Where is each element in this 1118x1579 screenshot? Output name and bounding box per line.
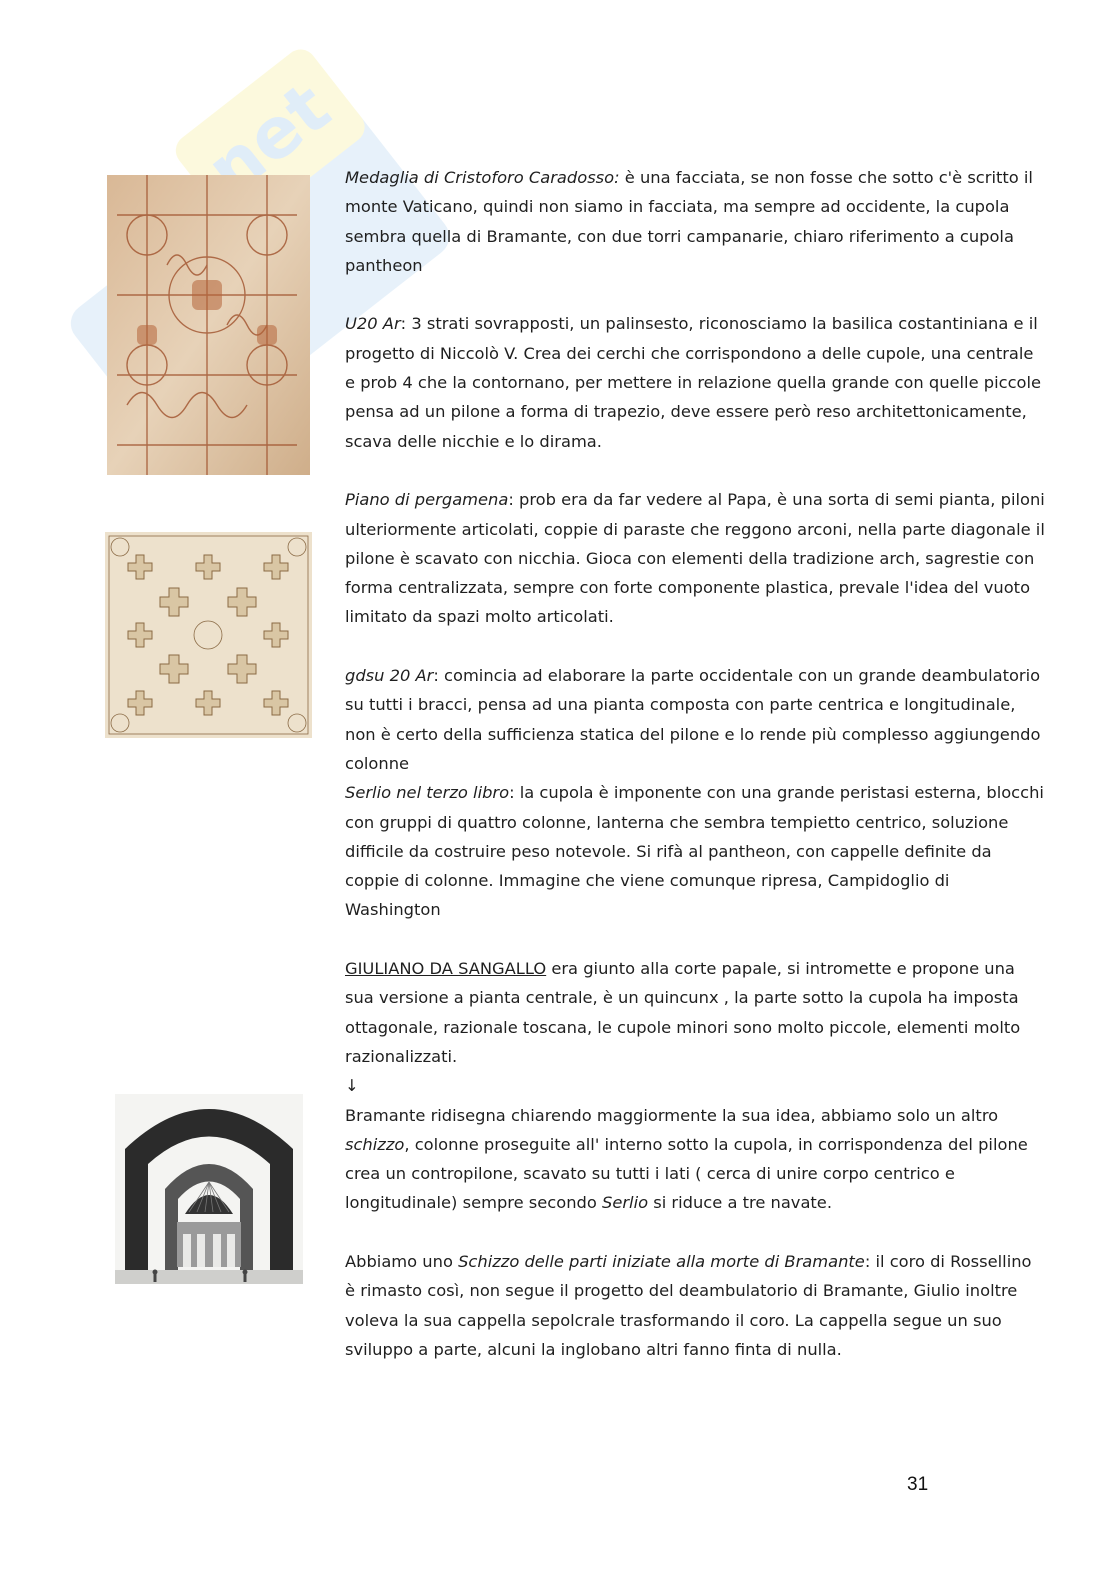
paragraph-serlio <box>345 778 1045 924</box>
main-text-column <box>345 163 1045 1364</box>
page-number: 31 <box>907 1474 929 1495</box>
label-pergamena: Piano di pergamena <box>345 490 509 510</box>
text-gdsu: : comincia ad elaborare la parte occidentale con un grande deambulatorio su tutti i bracci, pensa ad una pianta composta con parte centrica e longitudinale, non è certo della sufficienza statica del pilone e lo rende più complesso aggiungendo colonne <box>345 666 1041 773</box>
text-serlio: : la cupola è imponente con una grande peristasi esterna, blocchi con gruppi di quattro colonne, lanterna che sembra tempietto centrico, soluzione difficile da costruire peso notevole. Si rifà al pantheon, con cappelle definite da coppie di colonne. Immagine che viene comunque ripresa, Campidoglio di Washington <box>345 783 1044 920</box>
label-gdsu: gdsu 20 Ar <box>345 666 434 686</box>
label-caradosso: Medaglia di Cristoforo Caradosso: <box>345 168 620 187</box>
arrow-down: ↓ <box>345 1076 359 1096</box>
parchment-plan-image <box>105 532 312 738</box>
label-schizzo: schizzo <box>345 1134 405 1154</box>
paragraph-schizzo-morte <box>345 1247 1045 1364</box>
text-schizzo-a: Abbiamo uno <box>345 1251 459 1271</box>
figure-basilica-sketch <box>107 175 310 475</box>
text-bramante-a: Bramante ridisegna chiarendo maggiormente la sua idea, abbiamo solo un altro <box>345 1105 999 1125</box>
text-sangallo: era giunto alla corte papale, si intromette e propone una sua versione a pianta centrale, è un quincunx , la parte sotto la cupola ha imposta ottagonale, razionale toscana, le cupole minori sono molto piccole, elementi molto razionalizzati. <box>345 959 1021 1066</box>
paragraph-sangallo <box>345 954 1045 1071</box>
text-schizzo-b: : il coro di Rossellino è rimasto così, non segue il progetto del deambulatorio di Bramante, Giulio inoltre voleva la sua cappella sepolcrale trasformando il coro. La cappella segue un suo sviluppo a parte, alcuni la inglobano altri fanno finta di nulla. <box>345 1251 1032 1359</box>
arches-sketch-image <box>115 1094 303 1284</box>
text-bramante-b: , colonne proseguite all' interno sotto la cupola, in corrispondenza del pilone crea un contropilone, scavato su tutti i lati ( cerca di unire corpo centrico e longitudinale) sempre secondo <box>345 1134 1028 1213</box>
label-serlio-inline: Serlio <box>602 1193 649 1213</box>
paragraph-bramante <box>345 1101 1045 1218</box>
text-u20: : 3 strati sovrapposti, un palinsesto, riconosciamo la basilica costantiniana e il progetto di Niccolò V. Crea dei cerchi che corrispondono a delle cupole, una centrale e prob 4 che la contornano, per mettere in relazione quella grande con quelle piccole pensa ad un pilone a forma di trapezio, deve essere però reso architettonicamente, scava delle nicchie e lo dirama. <box>345 314 1042 451</box>
basilica-sketch-image <box>107 175 310 475</box>
label-serlio: Serlio nel terzo libro <box>345 783 510 803</box>
watermark-text: net <box>191 66 346 212</box>
paragraph-pergamena <box>345 485 1045 631</box>
text-bramante-c: si riduce a tre navate. <box>648 1193 832 1213</box>
text-caradosso: è una facciata, se non fosse che sotto c'è scritto il monte Vaticano, quindi non siamo in facciata, ma sempre ad occidente, la cupola sembra quella di Bramante, con due torri campanarie, chiaro riferimento a cupola pantheon <box>345 168 1033 275</box>
figure-arches-sketch <box>115 1094 303 1284</box>
label-schizzo-morte: Schizzo delle parti iniziate alla morte di Bramante <box>458 1251 865 1271</box>
label-u20: U20 Ar <box>345 314 401 334</box>
heading-sangallo: GIULIANO DA SANGALLO <box>345 959 547 979</box>
figure-parchment-plan <box>105 532 312 738</box>
paragraph-caradosso <box>345 163 1045 280</box>
paragraph-u20 <box>345 309 1045 455</box>
paragraph-gdsu <box>345 661 1045 778</box>
text-pergamena: : prob era da far vedere al Papa, è una sorta di semi pianta, piloni ulteriormente articolati, coppie di paraste che reggono arconi, nella parte diagonale il pilone è scavato con nicchia. Gioca con elementi della tradizione arch, sagrestie con forma centralizzata, sempre con forte componente plastica, prevale l'idea del vuoto limitato da spazi molto articolati. <box>345 490 1045 627</box>
